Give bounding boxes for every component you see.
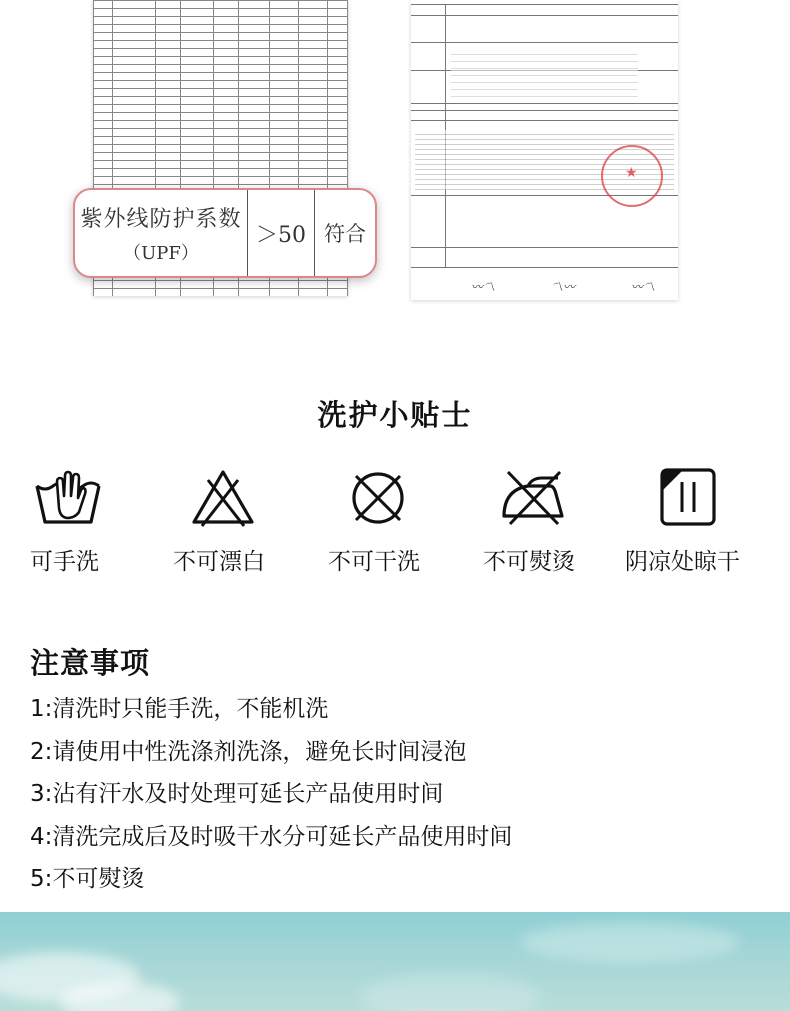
notes-title: 注意事项 [30, 646, 151, 680]
care-label-no-dry-clean: 不可干洗 [328, 549, 420, 575]
no-iron-icon [498, 468, 568, 528]
care-icons-row [0, 468, 790, 528]
note-item: 3:沾有汗水及时处理可延长产品使用时间 [30, 781, 444, 807]
note-item: 4:清洗完成后及时吸干水分可延长产品使用时间 [30, 823, 513, 850]
care-tips-title: 洗护小贴士 [317, 398, 473, 432]
care-label-dry-in-shade: 阴凉处晾干 [625, 549, 740, 575]
notes-list [30, 690, 512, 903]
note-item: 5:不可熨烫 [30, 866, 145, 892]
upf-verdict: 符合 [324, 222, 366, 246]
upf-unit: （UPF） [123, 242, 199, 264]
upf-value: ＞50 [248, 190, 315, 276]
signature-approver: 〰〽 [471, 280, 496, 294]
hand-wash-icon [33, 468, 103, 528]
signature-reviewer: 〽〰 [551, 280, 576, 294]
no-dry-clean-icon [343, 468, 413, 528]
signature-preparer: 〰〽 [631, 280, 656, 294]
upf-name: 紫外线防护系数 [80, 206, 242, 232]
inspection-stamp [601, 145, 663, 207]
note-item: 1:清洗时只能手洗，不能机洗 [30, 696, 329, 722]
care-labels-row [0, 543, 790, 575]
no-bleach-icon [188, 468, 258, 528]
upf-callout [73, 188, 377, 278]
care-label-no-iron: 不可熨烫 [483, 549, 575, 575]
sky-banner-image [0, 912, 790, 1011]
dry-in-shade-icon [653, 468, 723, 528]
care-label-no-bleach: 不可漂白 [173, 549, 265, 575]
care-label-hand-wash: 可手洗 [30, 549, 99, 575]
test-report-right [411, 0, 678, 300]
note-item: 2:请使用中性洗涤剂洗涤，避免长时间浸泡 [30, 738, 467, 765]
stamp-star-icon: ★ [625, 165, 638, 181]
